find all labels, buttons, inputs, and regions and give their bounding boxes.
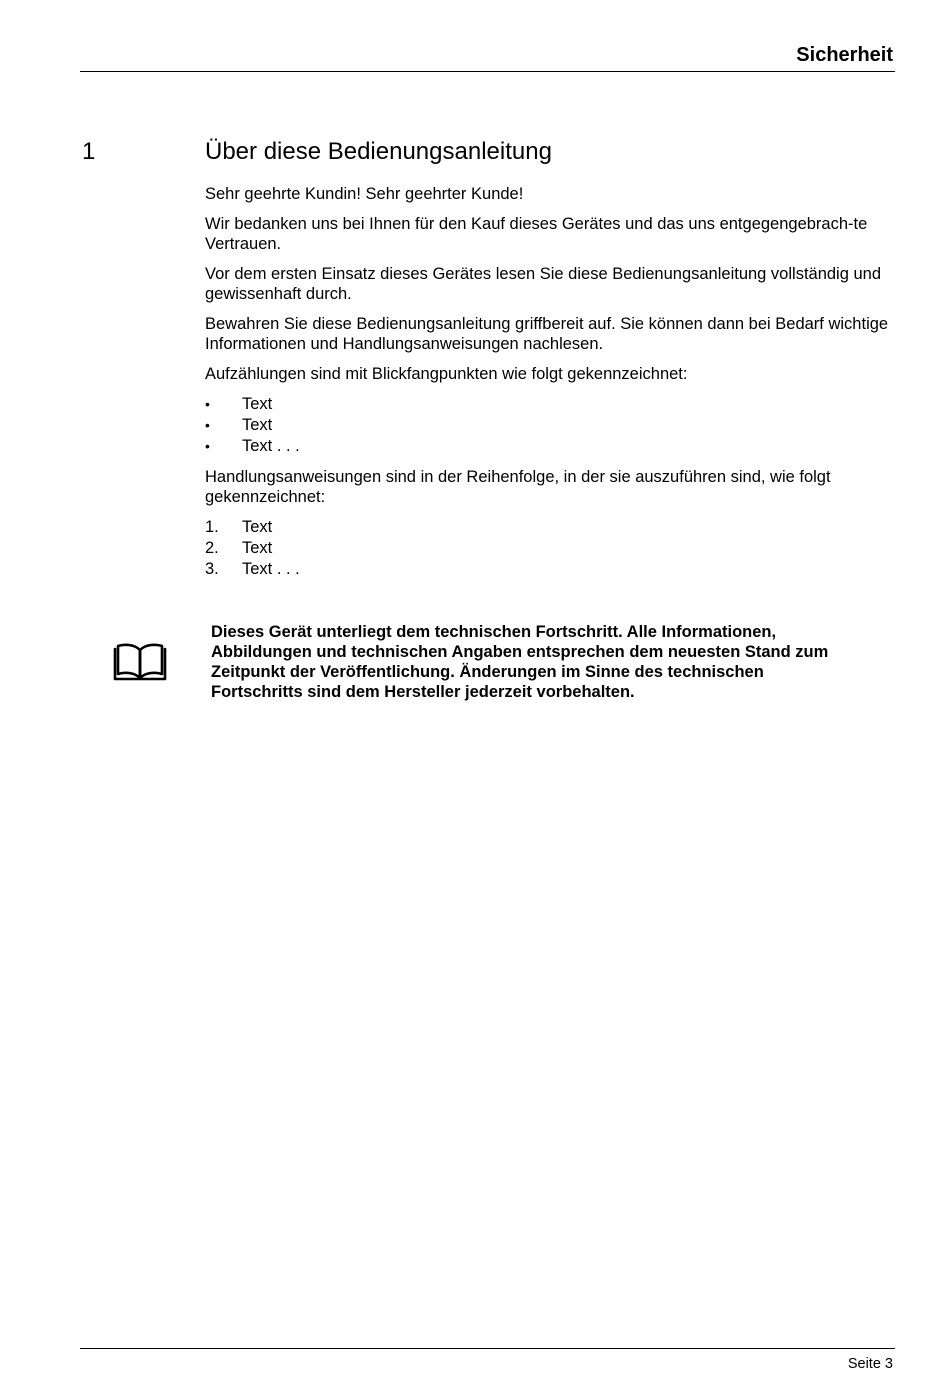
book-icon <box>112 640 168 684</box>
bullets-intro: Aufzählungen sind mit Blickfangpunkten wie folgt gekennzeichnet: <box>205 365 688 383</box>
numbered-list <box>205 517 890 580</box>
list-item <box>205 538 890 559</box>
list-item-text: Text . . . <box>242 560 300 578</box>
bullet-marker: • <box>205 438 210 454</box>
list-item <box>205 394 890 415</box>
technical-progress-note: Dieses Gerät unterliegt dem technischen Fortschritt. Alle Informationen, Abbildungen und technischen Angaben entsprechen dem neuesten Stand zum Zeitpunkt der Veröffentlichung. Änderungen im Sinne des technischen Fortschritts sind dem Hersteller jederzeit vorbehalten. <box>211 623 829 701</box>
bullet-marker: • <box>205 417 210 433</box>
list-item-text: Text <box>242 539 273 557</box>
bullet-list <box>205 394 890 457</box>
step-number: 1. <box>205 518 219 536</box>
list-item <box>205 415 890 436</box>
list-item-text: Text . . . <box>242 437 300 455</box>
footer-divider <box>80 1348 895 1349</box>
step-number: 2. <box>205 539 219 557</box>
list-item <box>205 436 890 457</box>
greeting: Sehr geehrte Kundin! Sehr geehrter Kunde! <box>205 185 524 203</box>
list-item-text: Text <box>242 416 273 434</box>
steps-intro: Handlungsanweisungen sind in der Reihenfolge, in der sie auszuführen sind, wie folgt gekennzeichnet: <box>205 468 831 506</box>
section-title: Über diese Bedienungsanleitung <box>205 138 552 165</box>
page-number: Seite 3 <box>847 1356 893 1372</box>
list-item <box>205 517 890 538</box>
paragraph-read-first: Vor dem ersten Einsatz dieses Gerätes lesen Sie diese Bedienungsanleitung vollständig und gewissenhaft durch. <box>205 265 882 303</box>
list-item-text: Text <box>242 518 273 536</box>
section-number: 1 <box>82 138 96 165</box>
paragraph-keep-manual: Bewahren Sie diese Bedienungsanleitung griffbereit auf. Sie können dann bei Bedarf wichtige Informationen und Handlungsanweisungen nachlesen. <box>205 315 889 353</box>
list-item-text: Text <box>242 395 273 413</box>
step-number: 3. <box>205 560 219 578</box>
paragraph-thanks: Wir bedanken uns bei Ihnen für den Kauf dieses Gerätes und das uns entgegengebrach-te Vertrauen. <box>205 215 868 253</box>
header-divider <box>80 71 895 72</box>
bullet-marker: • <box>205 396 210 412</box>
main-content <box>205 184 890 590</box>
page-header-title: Sicherheit <box>796 44 893 66</box>
list-item <box>205 559 890 580</box>
